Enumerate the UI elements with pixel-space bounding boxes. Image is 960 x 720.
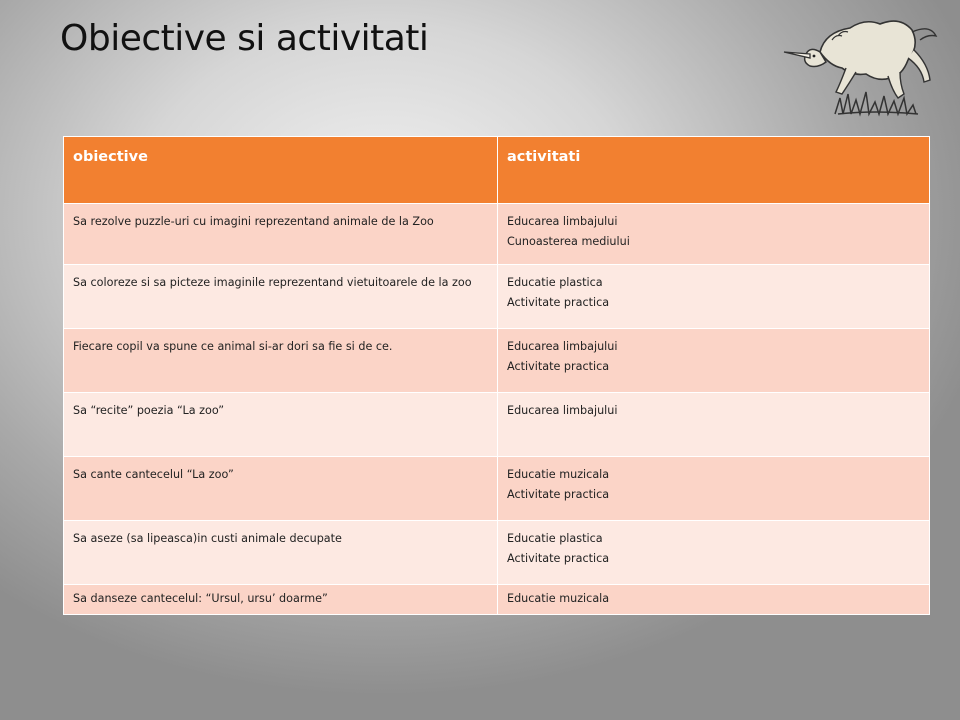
table-row	[64, 585, 930, 615]
objective-cell: Sa aseze (sa lipeasca)in custi animale decupate	[64, 521, 498, 585]
activity-item: Cunoasterea mediului	[507, 235, 630, 248]
header-activitati: activitati	[498, 137, 930, 204]
activity-item: Educarea limbajului	[507, 215, 618, 228]
objective-cell: Sa cante cantecelul “La zoo”	[64, 457, 498, 521]
activity-item: Educatie plastica	[507, 276, 603, 289]
activity-item: Educarea limbajului	[507, 404, 618, 417]
activities-cell	[498, 265, 930, 329]
objectives-table	[63, 136, 930, 615]
table-header-row	[64, 137, 930, 204]
activity-item: Activitate practica	[507, 488, 610, 501]
activities-cell	[498, 329, 930, 393]
activities-cell	[498, 521, 930, 585]
table-row	[64, 521, 930, 585]
activities-cell	[498, 457, 930, 521]
table-row	[64, 457, 930, 521]
activity-item: Educatie muzicala	[507, 468, 610, 481]
objective-cell: Sa “recite” poezia “La zoo”	[64, 393, 498, 457]
activity-item: Educarea limbajului	[507, 340, 618, 353]
objective-cell: Sa danseze cantecelul: “Ursul, ursu’ doarme”	[64, 585, 498, 615]
activity-item: Activitate practica	[507, 552, 610, 565]
table-row	[64, 329, 930, 393]
unicorn-illustration	[780, 6, 940, 126]
table-row	[64, 265, 930, 329]
activity-item: Activitate practica	[507, 360, 610, 373]
table-row	[64, 393, 930, 457]
objective-cell: Sa rezolve puzzle-uri cu imagini reprezentand animale de la Zoo	[64, 204, 498, 265]
header-obiective: obiective	[64, 137, 498, 204]
objective-cell: Fiecare copil va spune ce animal si-ar dori sa fie si de ce.	[64, 329, 498, 393]
slide-title: Obiective si activitati	[60, 18, 429, 59]
activity-item: Educatie muzicala	[507, 592, 610, 605]
activities-cell	[498, 204, 930, 265]
table-row	[64, 204, 930, 265]
activities-cell	[498, 585, 930, 615]
activity-item: Activitate practica	[507, 296, 610, 309]
activity-item: Educatie plastica	[507, 532, 603, 545]
activities-cell	[498, 393, 930, 457]
objective-cell: Sa coloreze si sa picteze imaginile reprezentand vietuitoarele de la zoo	[64, 265, 498, 329]
